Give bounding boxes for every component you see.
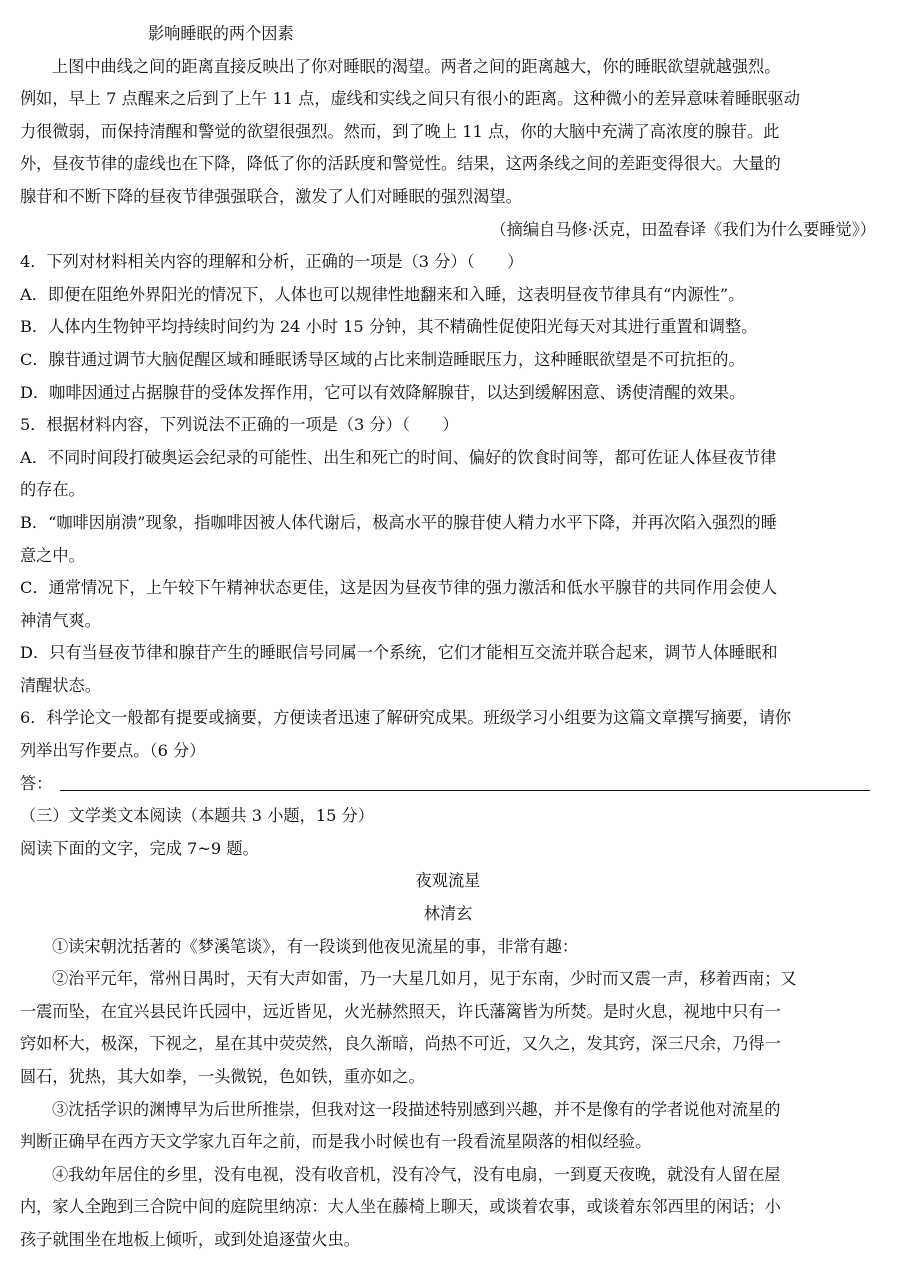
question-stem: 4．下列对材料相关内容的理解和分析，正确的一项是（3 分）（ ）	[20, 252, 524, 272]
story-line: 圆石，犹热，其大如拳，一头微锐，色如铁，重亦如之。	[20, 1067, 425, 1086]
question-6	[20, 702, 876, 800]
part3-heading: （三）文学类文本阅读（本题共 3 小题，15 分）	[20, 806, 374, 826]
option-a: A．即便在阻绝外界阳光的情况下，人体也可以规律性地翻来和入睡，这表明昼夜节律具有“内源性”。	[20, 284, 745, 304]
story-line: 一震而坠，在宜兴县民许氏园中，远近皆见，火光赫然照天，许氏藩篱皆为所焚。是时火息，视地中只有一	[20, 1001, 781, 1021]
option-d-cont: 清醒状态。	[20, 675, 101, 695]
option-b-cont: 意之中。	[20, 545, 85, 565]
question-stem: 6．科学论文一般都有提要或摘要，方便读者迅速了解研究成果。班级学习小组要为这篇文章撰写摘要，请你	[20, 708, 792, 728]
option-a-cont: 的存在。	[20, 480, 85, 500]
story-paragraph-2	[20, 963, 876, 1093]
story-line: ①读宋朝沈括著的《梦溪笔谈》，有一段谈到他夜见流星的事，非常有趣：	[52, 936, 579, 956]
story-author: 林清玄	[423, 904, 473, 924]
story-title: 夜观流星	[415, 871, 481, 891]
story-paragraph-3	[20, 1094, 876, 1159]
option-b: B．人体内生物钟平均持续时间约为 24 小时 15 分钟，其不精确性促使阳光每天对其进行重置和调整。	[20, 317, 758, 337]
answer-label: 答：	[20, 773, 53, 793]
question-5	[20, 409, 876, 702]
passage-line: 外，昼夜节律的虚线也在下降，降低了你的活跃度和警觉性。结果，这两条线之间的差距变得很大。大量的	[20, 154, 781, 174]
story-line: 孩子就围坐在地板上倾听，或到处追逐萤火虫。	[20, 1229, 360, 1249]
option-c: C．通常情况下，上午较下午精神状态更佳，这是因为昼夜节律的强力激活和低水平腺苷的共同作用会使人	[20, 578, 778, 598]
option-d: D．咖啡因通过占据腺苷的受体发挥作用，它可以有效降解腺苷，以达到缓解困意、诱使清醒的效果。	[20, 382, 746, 402]
passage-paragraph	[20, 51, 876, 214]
story-line: 窍如杯大，极深，下视之，星在其中荧荧然，良久渐暗，尚热不可近，又久之，发其窍，深三尺余，乃得一	[20, 1034, 781, 1054]
question-stem-cont: 列举出写作要点。（6 分）	[20, 741, 206, 761]
question-stem: 5．根据材料内容，下列说法不正确的一项是（3 分）（ ）	[20, 415, 459, 435]
answer-line[interactable]	[60, 790, 870, 791]
part3-instruction: 阅读下面的文字，完成 7~9 题。	[20, 838, 259, 858]
story-line: ③沈括学识的渊博早为后世所推崇，但我对这一段描述特别感到兴趣，并不是像有的学者说他对流星的	[52, 1099, 781, 1119]
option-a: A．不同时间段打破奥运会纪录的可能性、出生和死亡的时间、偏好的饮食时间等，都可佐证人体昼夜节律	[20, 447, 777, 467]
passage-line: 上图中曲线之间的距离直接反映出了你对睡眠的渴望。两者之间的距离越大，你的睡眠欲望就越强烈。	[52, 56, 781, 76]
passage-line: 腺苷和不断下降的昼夜节律强强联合，激发了人们对睡眠的强烈渴望。	[20, 186, 522, 206]
story-paragraph-1	[20, 931, 876, 964]
passage-line: 例如，早上 7 点醒来之后到了上午 11 点，虚线和实线之间只有很小的距离。这种微小的差异意味着睡眠驱动	[20, 89, 800, 109]
answer-area	[20, 768, 876, 801]
story-line: ④我幼年居住的乡里，没有电视，没有收音机，没有冷气，没有电扇，一到夏天夜晚，就没有人留在屋	[52, 1164, 781, 1184]
option-c-cont: 神清气爽。	[20, 610, 101, 630]
passage-line: 力很微弱，而保持清醒和警觉的欲望很强烈。然而，到了晚上 11 点，你的大脑中充满了高浓度的腺苷。此	[20, 121, 780, 141]
story-line: 判断正确早在西方天文学家九百年之前，而是我小时候也有一段看流星陨落的相似经验。	[20, 1132, 652, 1152]
story-paragraph-4	[20, 1159, 876, 1257]
option-b: B．“咖啡因崩溃”现象，指咖啡因被人体代谢后，极高水平的腺苷使人精力水平下降，并再次陷入强烈的睡	[20, 512, 777, 532]
section-title: 影响睡眠的两个因素	[148, 24, 294, 43]
story-line: 内，家人全跑到三合院中间的庭院里纳凉：大人坐在藤椅上聊天，或谈着农事，或谈着东邻西里的闲话；小	[20, 1197, 781, 1217]
option-d: D．只有当昼夜节律和腺苷产生的睡眠信号同属一个系统，它们才能相互交流并联合起来，调节人体睡眠和	[20, 643, 778, 663]
option-c: C．腺苷通过调节大脑促醒区域和睡眠诱导区域的占比来制造睡眠压力，这种睡眠欲望是不可抗拒的。	[20, 349, 745, 369]
source-citation: （摘编自马修·沃克，田盈春译《我们为什么要睡觉》）	[490, 219, 876, 239]
story-line: ②治平元年，常州日禺时，天有大声如雷，乃一大星几如月，见于东南，少时而又震一声，移着西南；又	[52, 969, 797, 989]
question-4	[20, 246, 876, 409]
